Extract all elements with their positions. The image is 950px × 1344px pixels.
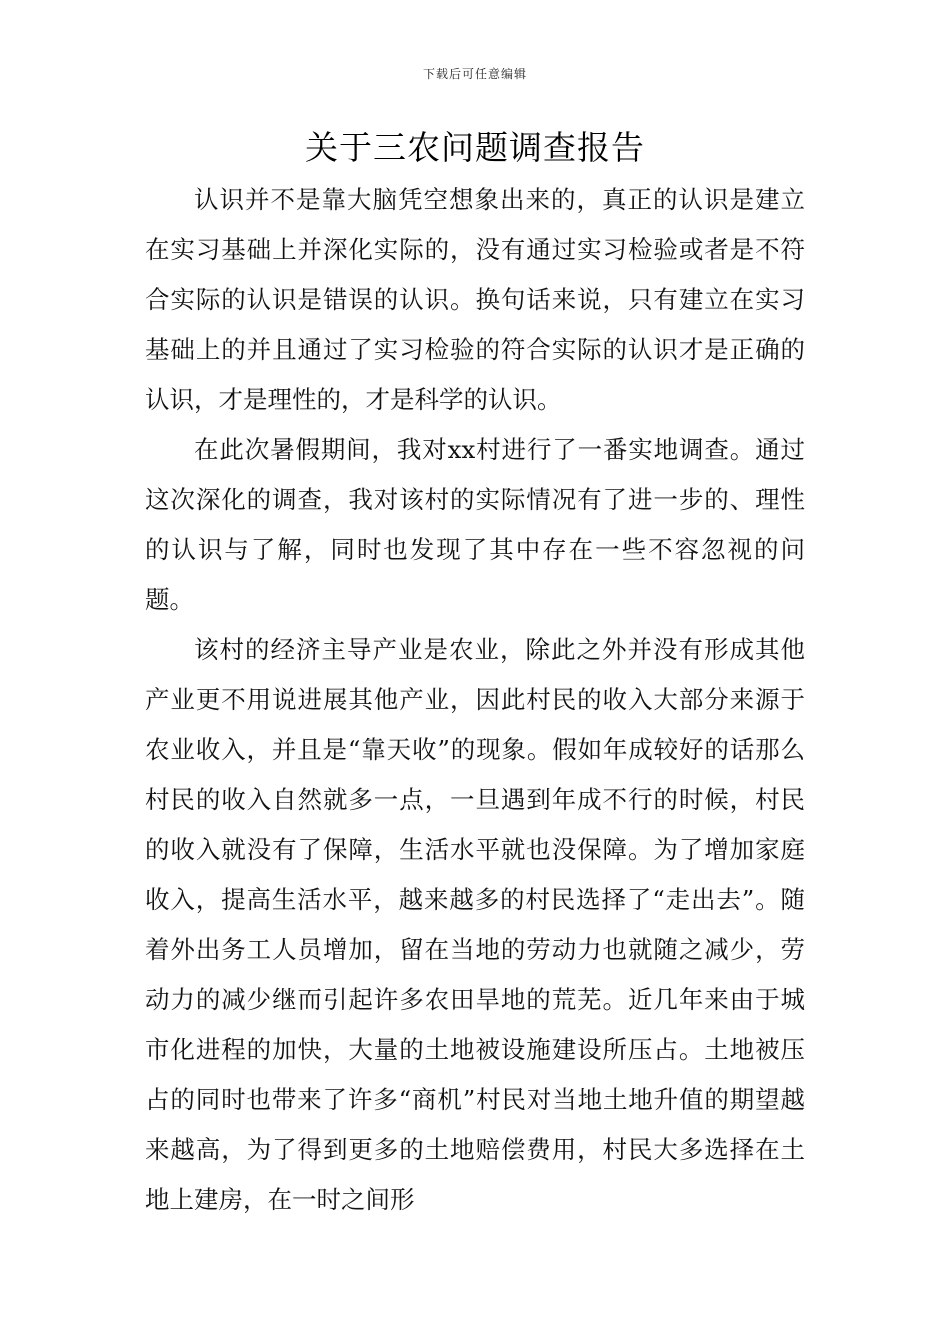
paragraph-1: 认识并不是靠大脑凭空想象出来的，真正的认识是建立在实习基础上并深化实际的，没有通过实习检验或者是不符合实际的认识是错误的认识。换句话来说，只有建立在实习基础上的并且通过了实习检验的符合实际的认识才是正确的认识，才是理性的，才是科学的认识。 bbox=[145, 185, 805, 414]
document-title: 关于三农问题调查报告 bbox=[305, 128, 645, 167]
header-note: 下载后可任意编辑 bbox=[422, 67, 527, 81]
paragraph-2: 在此次暑假期间，我对xx村进行了一番实地调查。通过这次深化的调查，我对该村的实际情况有了进一步的、理性的认识与了解，同时也发现了其中存在一些不容忽视的问题。 bbox=[145, 435, 805, 614]
paragraph-3: 该村的经济主导产业是农业，除此之外并没有形成其他产业更不用说进展其他产业，因此村民的收入大部分来源于农业收入，并且是“靠天收”的现象。假如年成较好的话那么村民的收入自然就多一点，一旦遇到年成不行的时候，村民的收入就没有了保障，生活水平就也没保障。为了增加家庭收入，提高生活水平，越来越多的村民选择了“走出去”。随着外出务工人员增加，留在当地的劳动力也就随之减少，劳动力的减少继而引起许多农田旱地的荒芜。近几年来由于城市化进程的加快，大量的土地被设施建设所压占。土地被压占的同时也带来了许多“商机”村民对当地土地升值的期望越来越高，为了得到更多的土地赔偿费用，村民大多选择在土地上建房，在一时之间形 bbox=[145, 635, 805, 1214]
document-body bbox=[145, 175, 805, 1225]
